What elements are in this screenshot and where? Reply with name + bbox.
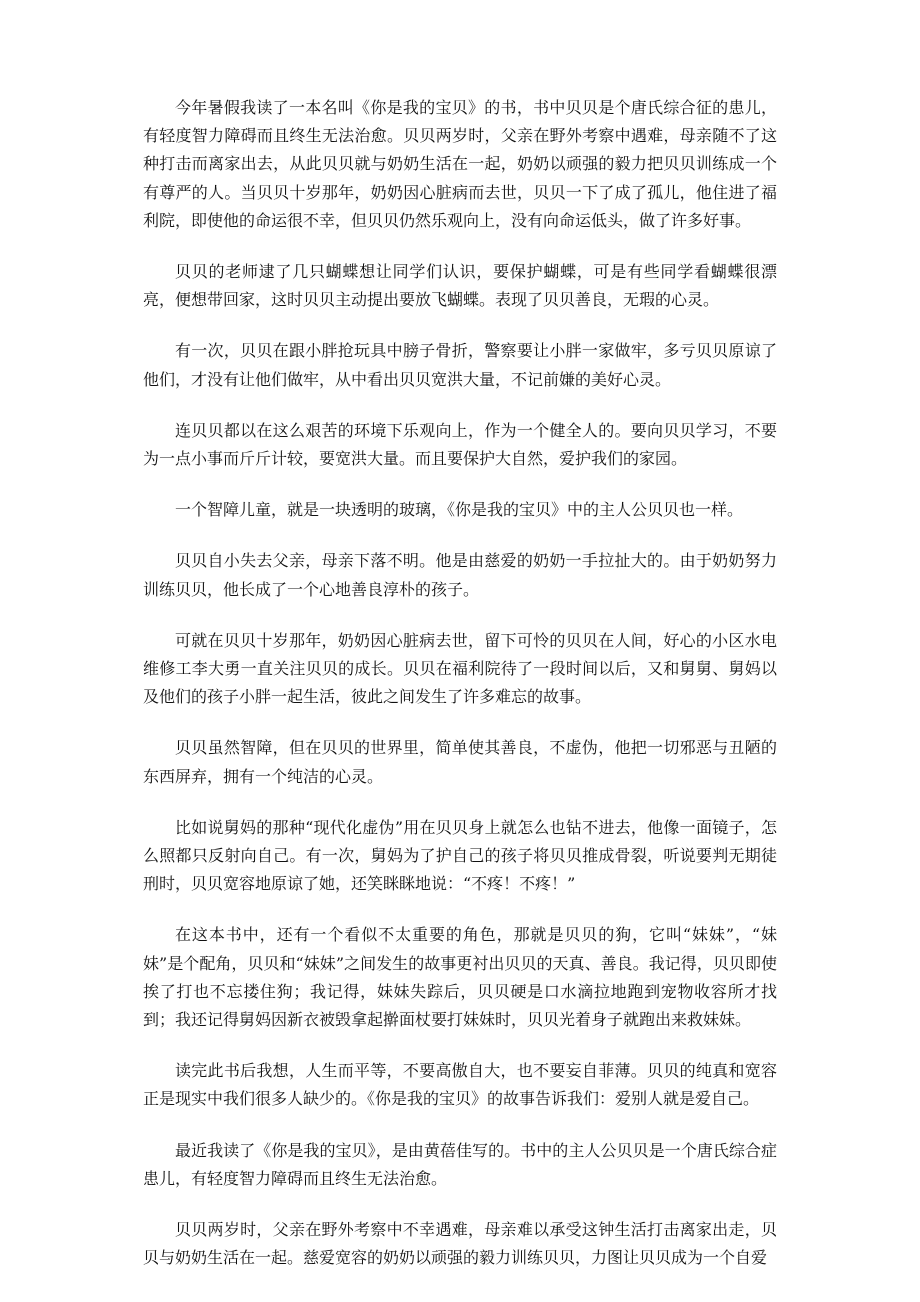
paragraph: 最近我读了《你是我的宝贝》，是由黄蓓佳写的。书中的主人公贝贝是一个唐氏综合症患儿，有轻度智力障碍而且终生无法治愈。 [143, 1140, 777, 1188]
paragraph: 可就在贝贝十岁那年，奶奶因心脏病去世，留下可怜的贝贝在人间，好心的小区水电维修工李大勇一直关注贝贝的成长。贝贝在福利院待了一段时间以后，又和舅舅、舅妈以及他们的孩子小胖一起生活，彼此之间发生了许多难忘的故事。 [143, 630, 777, 707]
paragraph: 比如说舅妈的那种“现代化虚伪”用在贝贝身上就怎么也钻不进去，他像一面镜子，怎么照都只反射向自己。有一次，舅妈为了护自己的孩子将贝贝推成骨裂，听说要判无期徒刑时，贝贝宽容地原谅了她，还笑眯眯地说：“不疼！不疼！” [143, 817, 777, 894]
paragraph: 连贝贝都以在这么艰苦的环境下乐观向上，作为一个健全人的。要向贝贝学习，不要为一点小事而斤斤计较，要宽洪大量。而且要保护大自然，爱护我们的家园。 [143, 420, 777, 469]
paragraph: 贝贝的老师逮了几只蝴蝶想让同学们认识，要保护蝴蝶，可是有些同学看蝴蝶很漂亮，便想带回家，这时贝贝主动提出要放飞蝴蝶。表现了贝贝善良，无瑕的心灵。 [143, 262, 777, 310]
paragraph: 有一次，贝贝在跟小胖抢玩具中膀子骨折，警察要让小胖一家做牢，多亏贝贝原谅了他们，才没有让他们做牢，从中看出贝贝宽洪大量，不记前嫌的美好心灵。 [143, 341, 777, 389]
paragraph: 今年暑假我读了一本名叫《你是我的宝贝》的书，书中贝贝是个唐氏综合征的患儿，有轻度智力障碍而且终生无法治愈。贝贝两岁时，父亲在野外考察中遇难，母亲随不了这种打击而离家出去，从此贝贝就与奶奶生活在一起，奶奶以顽强的毅力把贝贝训练成一个有尊严的人。当贝贝十岁那年，奶奶因心脏病而去世，贝贝一下了成了孤儿，他住进了福利院，即使他的命运很不幸，但贝贝仍然乐观向上，没有向命运低头，做了许多好事。 [143, 98, 777, 230]
paragraph: 贝贝两岁时，父亲在野外考察中不幸遇难，母亲难以承受这钟生活打击离家出走，贝贝与奶奶生活在一起。慈爱宽容的奶奶以顽强的毅力训练贝贝，力图让贝贝成为一个自爱 [143, 1220, 777, 1268]
paragraph: 贝贝自小失去父亲，母亲下落不明。他是由慈爱的奶奶一手拉扯大的。由于奶奶努力训练贝贝，他长成了一个心地善良淳朴的孩子。 [143, 551, 777, 599]
document-page [143, 94, 777, 1296]
paragraph: 贝贝虽然智障，但在贝贝的世界里，简单使其善良，不虚伪，他把一切邪恶与丑陋的东西屏弃，拥有一个纯洁的心灵。 [143, 738, 777, 786]
paragraph: 读完此书后我想，人生而平等，不要高傲自大，也不要妄自菲薄。贝贝的纯真和宽容正是现实中我们很多人缺少的。《你是我的宝贝》的故事告诉我们：爱别人就是爱自己。 [143, 1061, 777, 1109]
paragraph: 一个智障儿童，就是一块透明的玻璃，《你是我的宝贝》中的主人公贝贝也一样。 [175, 500, 744, 520]
paragraph: 在这本书中，还有一个看似不太重要的角色，那就是贝贝的狗，它叫“妹妹”，“妹妹”是个配角，贝贝和“妹妹”之间发生的故事更衬出贝贝的天真、善良。我记得，贝贝即使挨了打也不忘搂住狗；我记得，妹妹失踪后，贝贝硬是口水滴拉地跑到宠物收容所才找到；我还记得舅妈因新衣被毁拿起擀面杖要打妹妹时，贝贝光着身子就跑出来救妹妹。 [143, 925, 777, 1030]
